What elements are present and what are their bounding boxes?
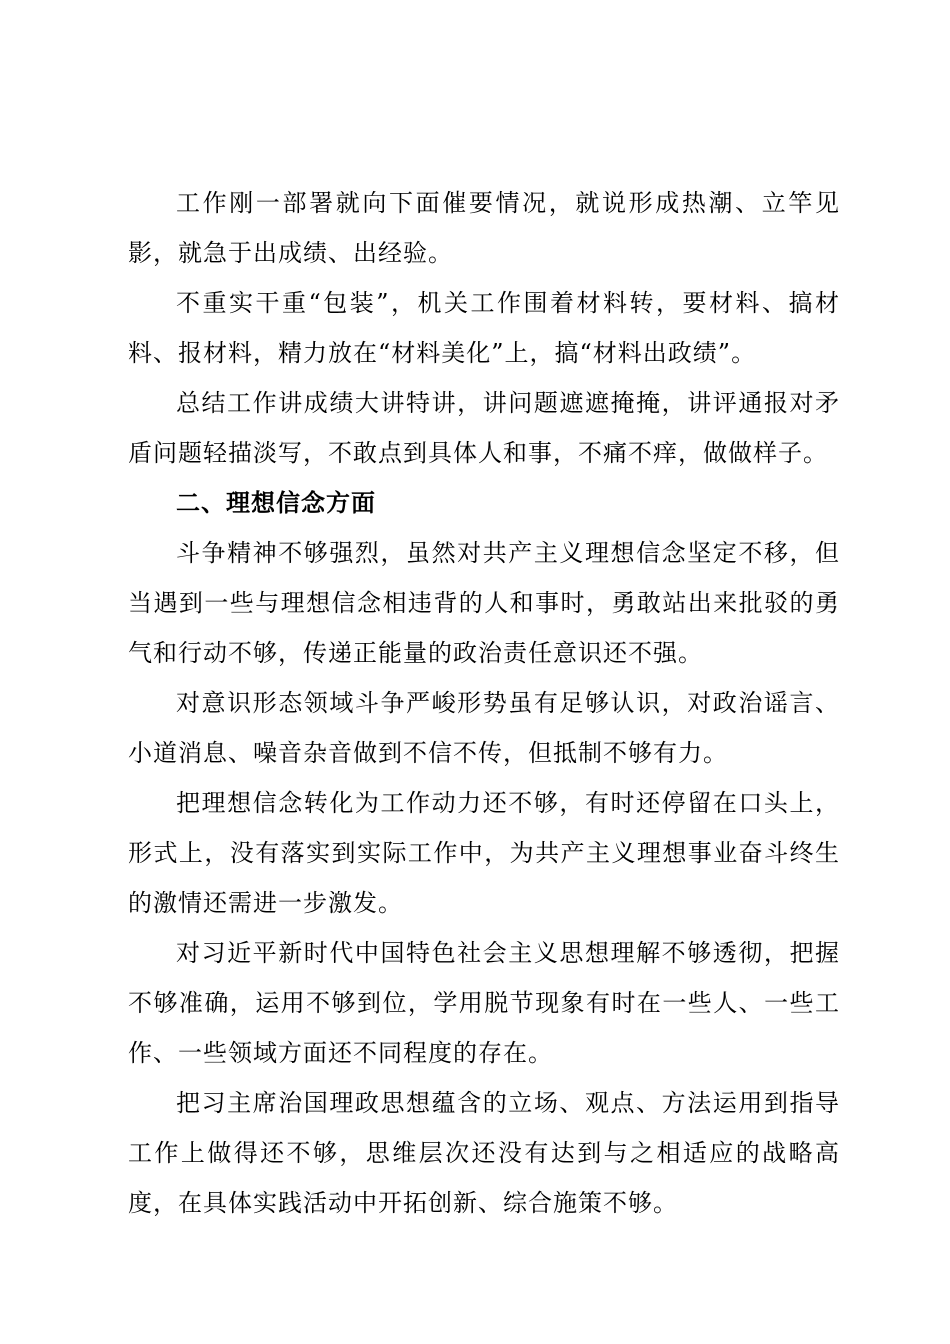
document-page [128, 178, 840, 1228]
paragraph-ideology: 对意识形态领域斗争严峻形势虽有足够认识，对政治谣言、小道消息、噪音杂音做到不信不传，但抵制不够有力。 [128, 689, 840, 767]
paragraph-application: 把习主席治国理政思想蕴含的立场、观点、方法运用到指导工作上做得还不够，思维层次还没有达到与之相适应的战略高度，在具体实践活动中开拓创新、综合施策不够。 [128, 1089, 840, 1217]
paragraph-work-deployment: 工作刚一部署就向下面催要情况，就说形成热潮、立竿见影，就急于出成绩、出经验。 [128, 189, 840, 267]
paragraph-summary-work: 总结工作讲成绩大讲特讲，讲问题遮遮掩掩，讲评通报对矛盾问题轻描淡写，不敢点到具体人和事，不痛不痒，做做样子。 [128, 389, 840, 467]
paragraph-understanding: 对习近平新时代中国特色社会主义思想理解不够透彻，把握不够准确，运用不够到位，学用脱节现象有时在一些人、一些工作、一些领域方面还不同程度的存在。 [128, 939, 840, 1067]
paragraph-struggle-spirit: 斗争精神不够强烈，虽然对共产主义理想信念坚定不移，但当遇到一些与理想信念相违背的人和事时，勇敢站出来批驳的勇气和行动不够，传递正能量的政治责任意识还不强。 [128, 539, 840, 667]
paragraph-motivation: 把理想信念转化为工作动力还不够，有时还停留在口头上，形式上，没有落实到实际工作中，为共产主义理想事业奋斗终生的激情还需进一步激发。 [128, 789, 840, 917]
paragraph-packaging: 不重实干重“包装”，机关工作围着材料转，要材料、搞材料、报材料，精力放在“材料美化”上，搞“材料出政绩”。 [128, 289, 840, 367]
section-heading: 二、理想信念方面 [176, 489, 376, 517]
